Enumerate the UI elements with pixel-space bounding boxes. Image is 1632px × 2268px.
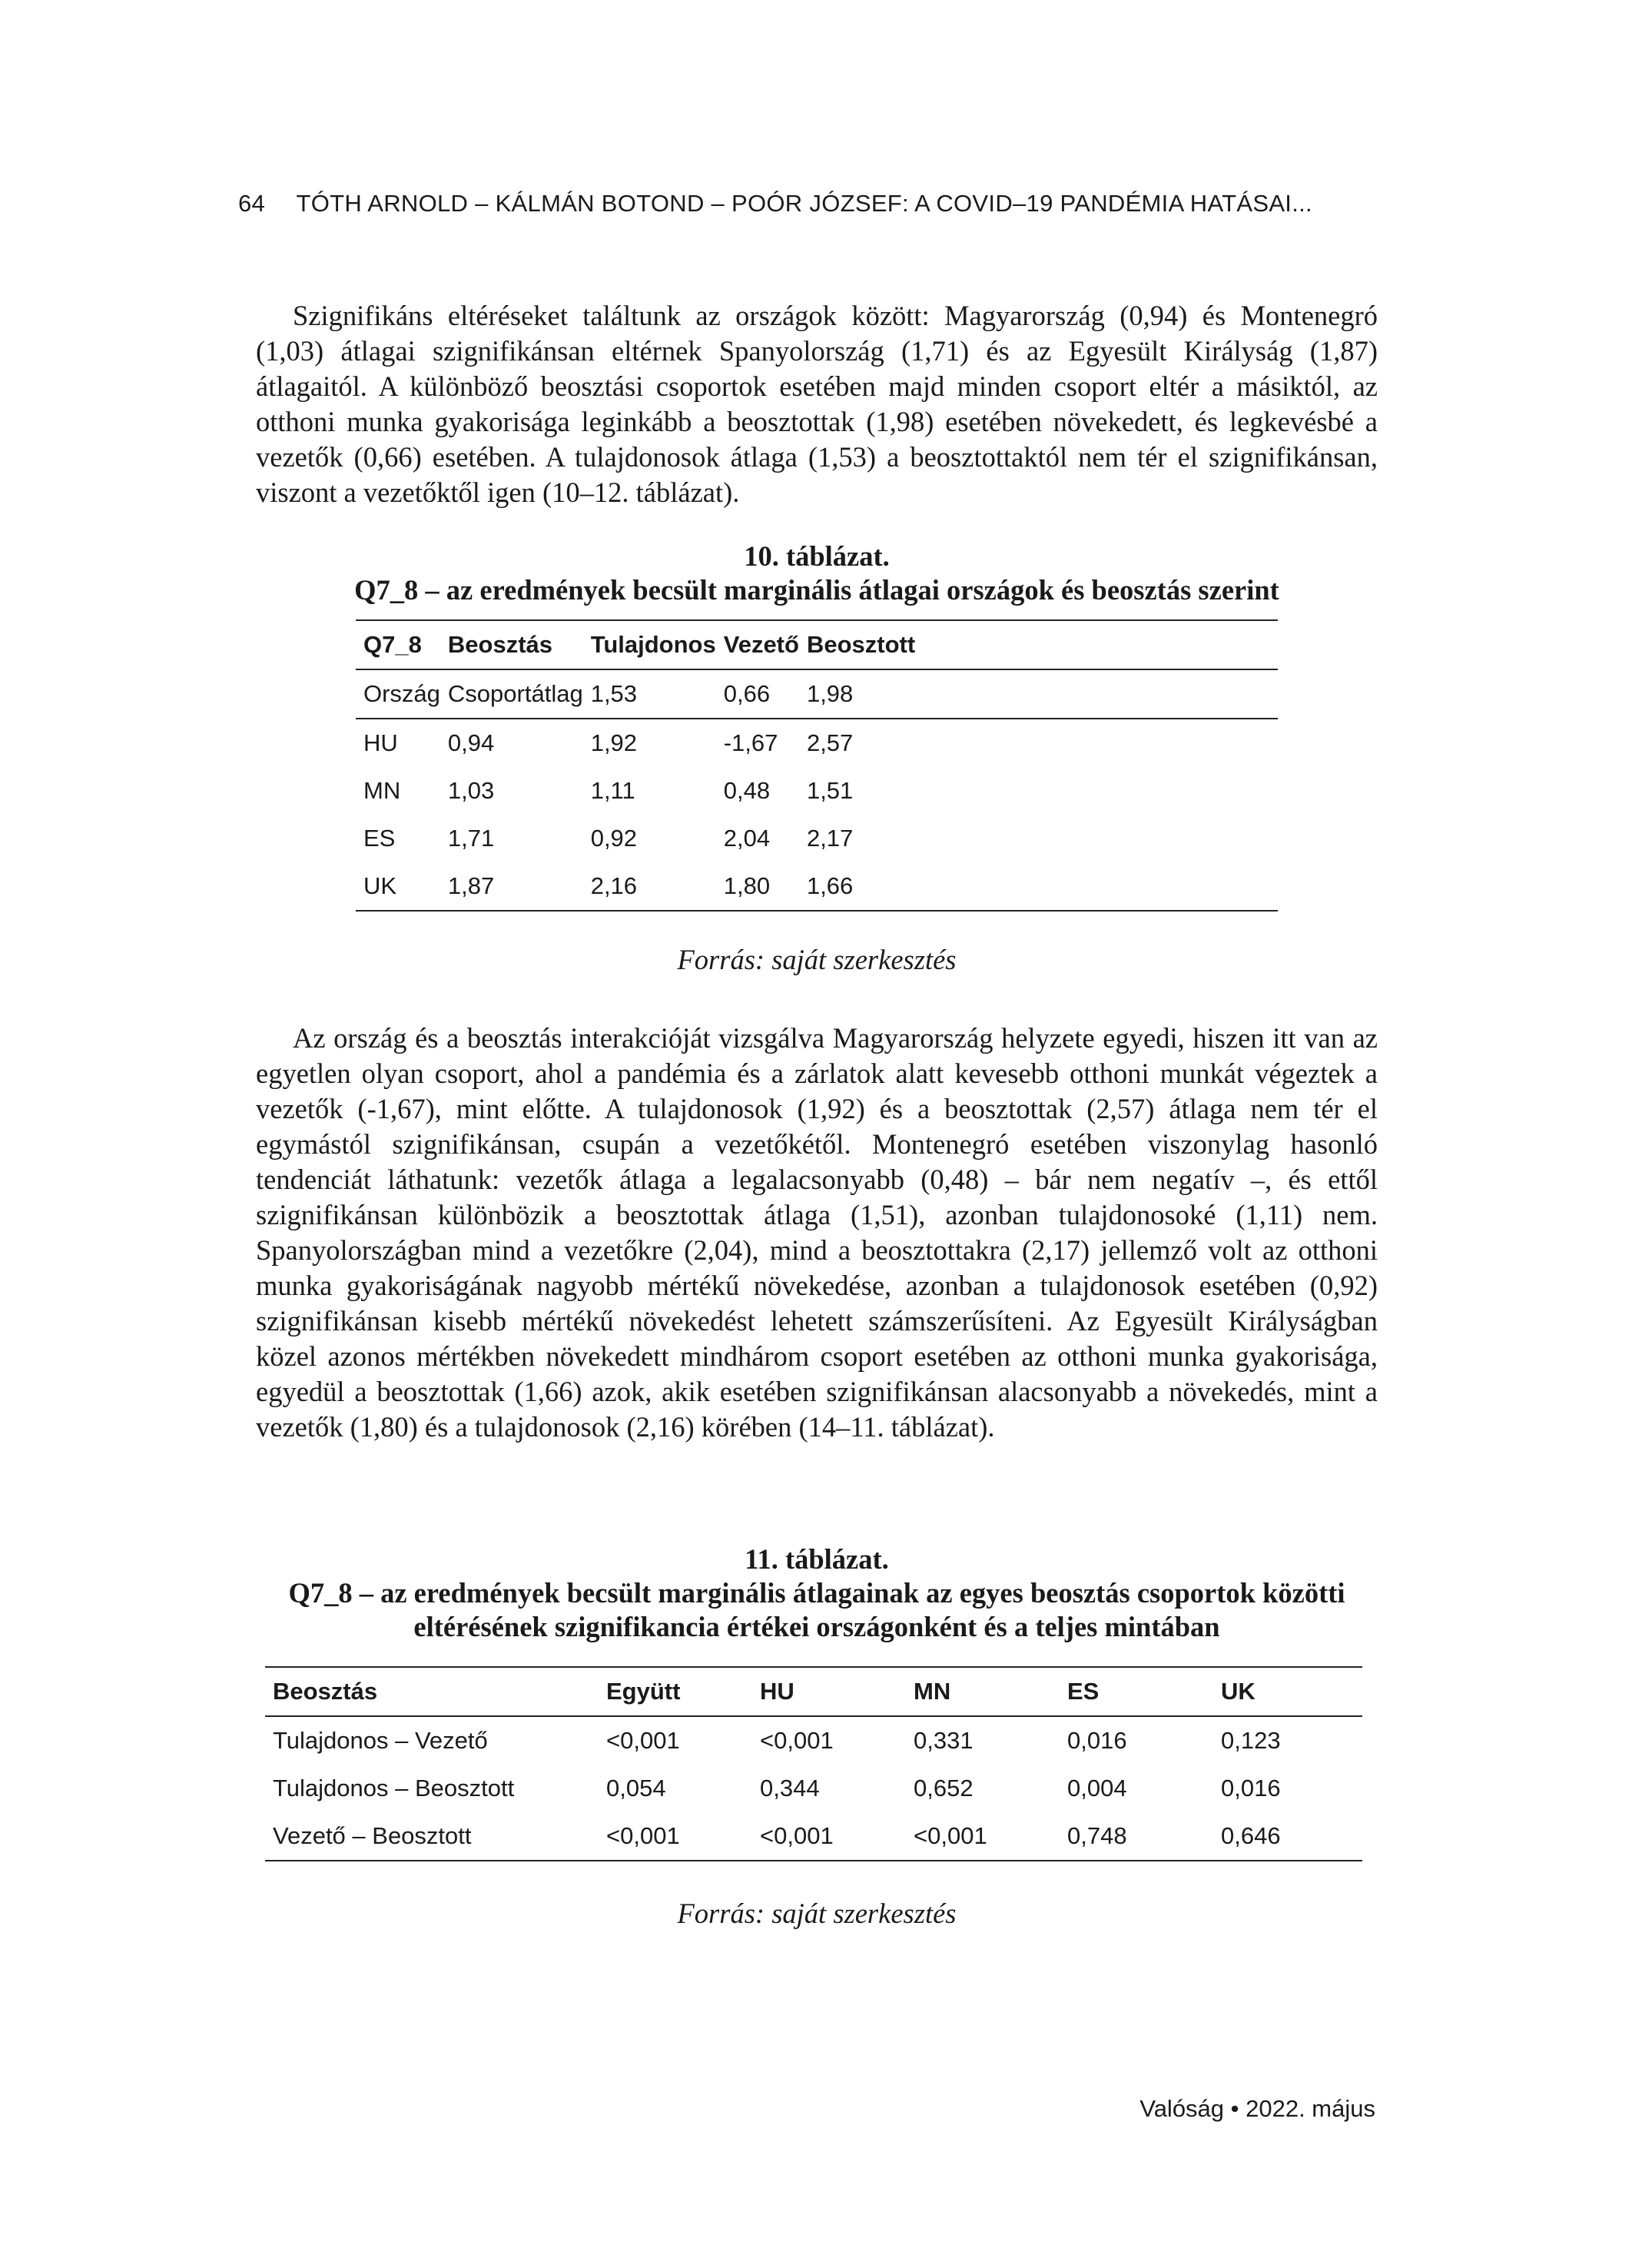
- table11-cell: 0,646: [1221, 1822, 1281, 1849]
- running-header: [238, 190, 1312, 218]
- table10-cell: 0,66: [716, 669, 799, 719]
- table11-caption-number: 11. táblázat.: [745, 1543, 889, 1575]
- table11-header-cell: HU: [760, 1678, 794, 1705]
- running-title: TÓTH ARNOLD – KÁLMÁN BOTOND – POÓR JÓZSEF: A COVID–19 PANDÉMIA HATÁSAI...: [296, 190, 1312, 217]
- table-row: [265, 1765, 1362, 1812]
- table10-header-cell: Tulajdonos: [590, 631, 716, 658]
- table10-cell: 2,16: [590, 872, 638, 899]
- table11-cell: <0,001: [606, 1727, 680, 1754]
- table10-cell: MN: [363, 777, 401, 804]
- table11-cell: 0,054: [606, 1775, 666, 1801]
- table-row: [265, 1812, 1362, 1861]
- table10-header-cell: Beosztás: [447, 631, 553, 658]
- table11-cell: 0,331: [914, 1727, 974, 1754]
- table-row: [356, 767, 1278, 815]
- table10-source: Forrás: saját szerkesztés: [677, 944, 957, 975]
- table10-cell: Ország: [356, 669, 440, 719]
- table11-header-cell: Beosztás: [273, 1678, 378, 1705]
- table10-cell: 1,80: [723, 872, 771, 899]
- table10-caption-number: 10. táblázat.: [744, 540, 890, 572]
- table11-header-cell: Együtt: [606, 1678, 681, 1705]
- table11-cell: 0,004: [1067, 1775, 1127, 1801]
- table10-cell: -1,67: [723, 729, 778, 756]
- table11-header-cell: ES: [1067, 1678, 1100, 1705]
- table10-header-row: [356, 620, 1278, 669]
- table-10: [356, 619, 1278, 912]
- table-row: [356, 862, 1278, 911]
- table10-cell: 1,92: [590, 729, 638, 756]
- table11-cell: 0,016: [1221, 1775, 1281, 1801]
- table11-cell: 0,344: [760, 1775, 820, 1801]
- page-number: 64: [238, 190, 266, 217]
- table11-cell: Vezető – Beosztott: [273, 1822, 472, 1849]
- table10-cell: HU: [363, 729, 398, 756]
- table10-subheader-row: [356, 669, 1278, 719]
- table10-cell: 0,48: [723, 777, 771, 804]
- table10-cell: 1,51: [806, 777, 854, 804]
- table11-cell: 0,748: [1067, 1822, 1127, 1849]
- table10-cell: 1,98: [799, 669, 1278, 719]
- table10-cell: 1,11: [590, 777, 635, 804]
- table11-caption-title: Q7_8 – az eredmények becsült marginális átlagainak az egyes beosztás csoportok közötti eltérésének szignifikancia értékei országonként és a teljes mintában: [288, 1577, 1345, 1642]
- table11-cell: <0,001: [914, 1822, 987, 1849]
- table11-cell: <0,001: [760, 1727, 834, 1754]
- table-row: [356, 815, 1278, 862]
- table10-header-cell: Vezető: [723, 631, 799, 658]
- table-row: [356, 719, 1278, 767]
- table11-cell: Tulajdonos – Vezető: [273, 1727, 488, 1754]
- table11-cell: 0,123: [1221, 1727, 1281, 1754]
- table11-cell: 0,016: [1067, 1727, 1127, 1754]
- table10-header-cell: Beosztott: [806, 631, 916, 658]
- table11-cell: <0,001: [606, 1822, 680, 1849]
- table11-source: Forrás: saját szerkesztés: [677, 1898, 957, 1929]
- table11-cell: Tulajdonos – Beosztott: [273, 1775, 515, 1801]
- table11-cell: <0,001: [760, 1822, 834, 1849]
- page-footer: Valóság • 2022. május: [1139, 2095, 1375, 2122]
- table11-header-row: [265, 1667, 1362, 1716]
- body-paragraph-2: Az ország és a beosztás interakcióját vizsgálva Magyarország helyzete egyedi, hiszen itt van az egyetlen olyan csoport, ahol a pandémia és a zárlatok alatt kevesebb otthoni munkát végeztek a vezetők (-1,67), mint előtte. A tulajdonosok (1,92) és a beosztottak (2,57) átlaga nem tér el egymástól szignifikánsan, csupán a vezetőkétől. Montenegró esetében viszonylag hasonló tendenciát láthatunk: vezetők átlaga a legalacsonyabb (0,48) – bár nem negatív –, és ettől szignifikánsan különbözik a beosztottak átlaga (1,51), azonban tulajdonosoké (1,11) nem. Spanyolországban mind a vezetőkre (2,04), mind a beosztottakra (2,17) jellemző volt az otthoni munka gyakoriságának nagyobb mértékű növekedése, azonban a tulajdonosok esetében (0,92) szignifikánsan kisebb mértékű növekedést lehetett számszerűsíteni. Az Egyesült Királyságban közel azonos mértékben növekedett mindhárom csoport esetében az otthoni munka gyakorisága, egyedül a beosztottak (1,66) azok, akik esetében szignifikánsan alacsonyabb a növekedés, mint a vezetők (1,80) és a tulajdonosok (2,16) körében (14–11. táblázat).: [256, 1022, 1378, 1443]
- table10-cell: 2,57: [806, 729, 854, 756]
- table10-cell: ES: [363, 825, 396, 852]
- table10-cell: 0,94: [447, 729, 495, 756]
- table10-caption-title: Q7_8 – az eredmények becsült marginális átlagai országok és beosztás szerint: [354, 574, 1279, 606]
- table-row: [265, 1716, 1362, 1765]
- table10-cell: 1,87: [447, 872, 495, 899]
- body-paragraph-1: Szignifikáns eltéréseket találtunk az országok között: Magyarország (0,94) és Montenegró (1,03) átlagai szignifikánsan eltérnek Spanyolország (1,71) és az Egyesült Királyság (1,87) átlagaitól. A különböző beosztási csoportok esetében majd minden csoport eltér a másiktól, az otthoni munka gyakorisága leginkább a beosztottak (1,98) esetében növekedett, és legkevésbé a vezetők (0,66) esetében. A tulajdonosok átlaga (1,53) a beosztottaktól nem tér el szignifikánsan, viszont a vezetőktől igen (10–12. táblázat).: [256, 300, 1378, 508]
- table10-cell: UK: [363, 872, 397, 899]
- table10-cell: 0,92: [590, 825, 638, 852]
- table-11: [265, 1666, 1362, 1861]
- table10-cell: 1,66: [806, 872, 854, 899]
- table10-cell: 2,17: [806, 825, 854, 852]
- table10-cell: 1,53: [583, 669, 716, 719]
- table11-header-cell: UK: [1221, 1678, 1256, 1705]
- table11-header-cell: MN: [914, 1678, 951, 1705]
- table10-cell: 2,04: [723, 825, 771, 852]
- table10-cell: 1,03: [447, 777, 495, 804]
- table10-header-cell: Q7_8: [363, 631, 422, 658]
- table10-cell: 1,71: [447, 825, 495, 852]
- table11-cell: 0,652: [914, 1775, 974, 1801]
- table10-cell: Csoportátlag: [440, 669, 583, 719]
